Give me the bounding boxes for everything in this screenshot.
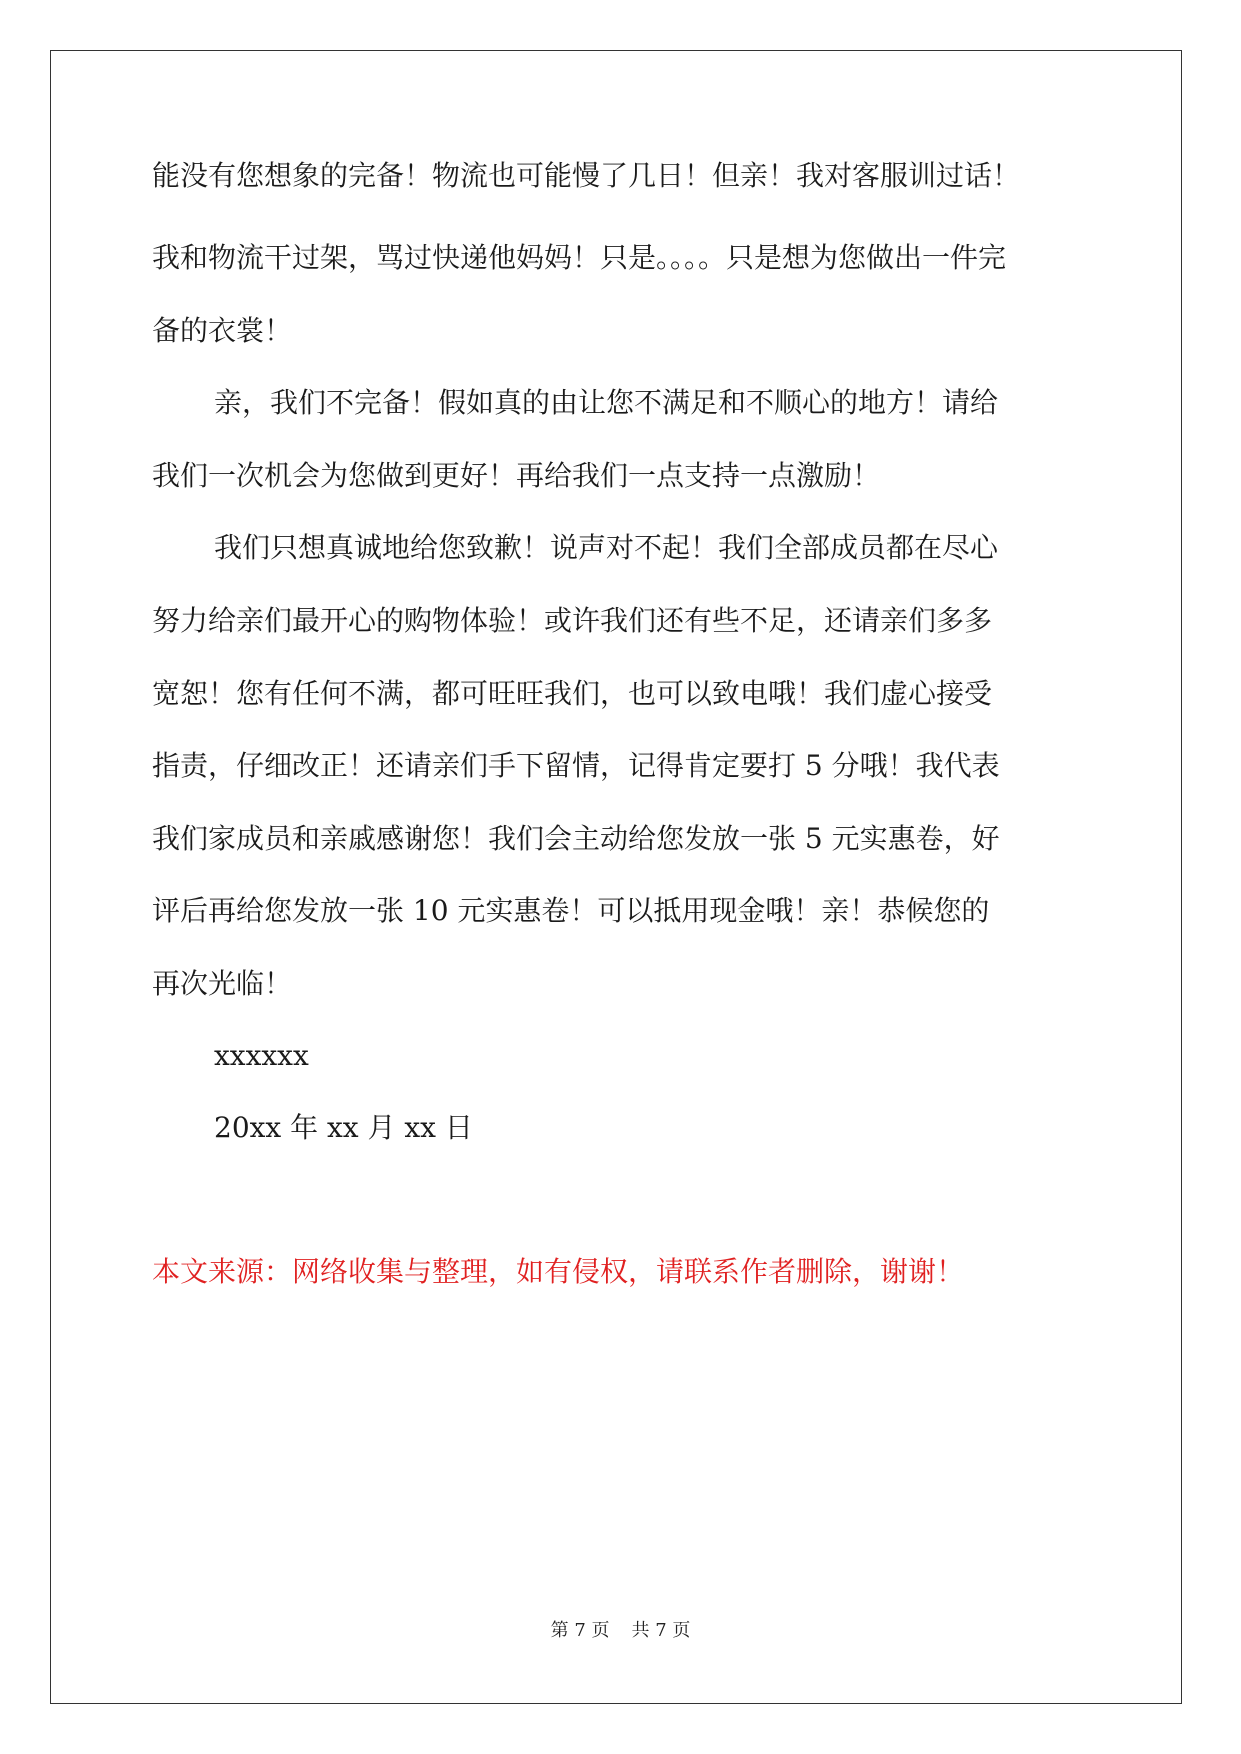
paragraph-line: 亲，我们不完备！假如真的由让您不满足和不顺心的地方！请给	[214, 386, 999, 419]
paragraph-line: 我们一次机会为您做到更好！再给我们一点支持一点激励！	[152, 459, 881, 492]
paragraph-line: 我们家成员和亲戚感谢您！我们会主动给您发放一张 5 元实惠卷，好	[152, 822, 1000, 855]
source-note: 本文来源：网络收集与整理，如有侵权，请联系作者删除，谢谢！	[152, 1255, 965, 1288]
paragraph-line: 再次光临！	[152, 967, 293, 1000]
date-line: 20xx 年 xx 月 xx 日	[214, 1111, 473, 1144]
signature: xxxxxx	[214, 1039, 309, 1072]
paragraph-line: 能没有您想象的完备！物流也可能慢了几日！但亲！我对客服训过话！	[152, 159, 1021, 192]
paragraph-line: 指责，仔细改正！还请亲们手下留情，记得肯定要打 5 分哦！我代表	[152, 749, 1000, 782]
paragraph-line: 宽恕！您有任何不满，都可旺旺我们，也可以致电哦！我们虚心接受	[152, 677, 993, 710]
paragraph-line: 评后再给您发放一张 10 元实惠卷！可以抵用现金哦！亲！恭候您的	[152, 894, 990, 927]
paragraph-line: 我和物流干过架，骂过快递他妈妈！只是。。。。只是想为您做出一件完	[152, 241, 1007, 274]
page-number-current: 第 7 页	[550, 1620, 610, 1641]
page-number-total: 共 7 页	[631, 1620, 691, 1641]
page-border	[50, 50, 1182, 1704]
page-footer	[0, 1616, 1241, 1642]
paragraph-line: 备的衣裳！	[152, 314, 293, 347]
paragraph-line: 努力给亲们最开心的购物体验！或许我们还有些不足，还请亲们多多	[152, 604, 993, 637]
paragraph-line: 我们只想真诚地给您致歉！说声对不起！我们全部成员都在尽心	[214, 531, 999, 564]
